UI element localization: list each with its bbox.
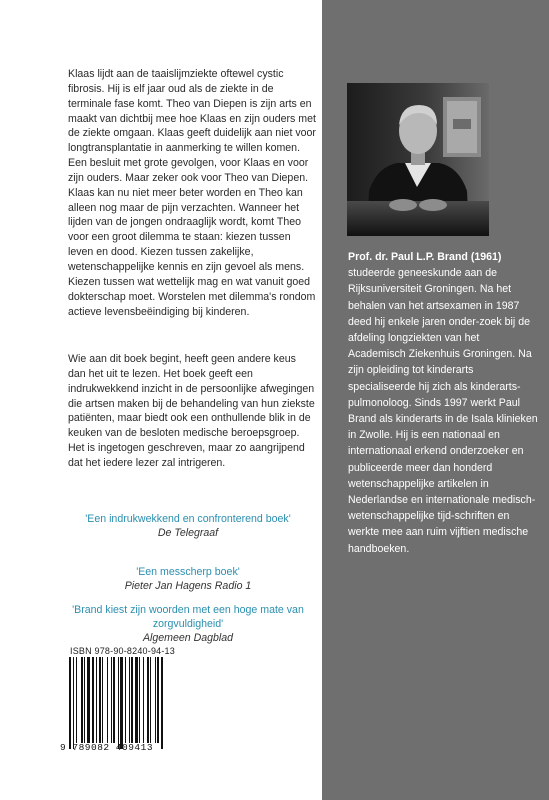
barcode-bar	[125, 657, 126, 743]
barcode-bar	[99, 657, 101, 743]
barcode-bar	[135, 657, 138, 743]
quote-source: Pieter Jan Hagens Radio 1	[124, 580, 252, 592]
barcode-bar	[155, 657, 156, 743]
barcode-bar	[73, 657, 74, 749]
author-bio-text: studeerde geneeskunde aan de Rijksuniversiteit Groningen. Na het behalen van het artsexamen in 1987 deed hij enkele jaren onder-zoek bij de afdeling longziekten van het Academisch Ziekenhuis Groningen. Na zijn opleiding tot kinderarts specialiseerde hij zich als kinderarts-pulmonoloog. Sinds 1997 werkt Paul Brand als kinderarts in de Isala klinieken in Zwolle. Hij is een nationaal en internationaal erkend onderzoeker en publiceerde meer dan honderd wetenschappelijke artikelen in Nederlandse en internationale medisch-wetenschappelijke tijd-schriften en werkte mee aan ruim vijftien medische handboeken.	[348, 267, 538, 555]
author-name: Prof. dr. Paul L.P. Brand (1961)	[348, 251, 502, 263]
isbn-label: ISBN 978-90-8240-94-13	[70, 646, 175, 656]
barcode-bar	[81, 657, 83, 743]
barcode-bar	[76, 657, 77, 743]
barcode-bar	[157, 657, 159, 743]
barcode-bar	[139, 657, 140, 743]
barcode-bar	[92, 657, 94, 743]
synopsis-paragraph-2: Wie aan dit boek begint, heeft geen andere keus dan het uit te lezen. Het boek geeft een indrukwekkend inzicht in de persoonlijke afwegingen die artsen maken bij de behandeling van hun ziekste patiënten, maar biedt ook een onthullende blik in de keuken van de besloten medische beroepsgroep. Het is ingetogen geschreven, maar zo aangrijpend dat het iedere lezer zal intrigeren.	[68, 353, 315, 469]
author-bio	[348, 249, 538, 557]
barcode	[60, 657, 165, 759]
barcode-bar	[131, 657, 133, 743]
quote-text: 'Een messcherp boek'	[136, 566, 240, 578]
review-quote-3	[64, 603, 312, 645]
barcode-bar	[84, 657, 85, 743]
barcode-bar	[107, 657, 108, 743]
barcode-bar	[120, 657, 123, 749]
review-quote-2	[64, 565, 312, 593]
barcode-bar	[118, 657, 119, 749]
barcode-bar	[69, 657, 71, 749]
barcode-bar	[96, 657, 97, 743]
quote-text: 'Brand kiest zijn woorden met een hoge mate van zorgvuldigheid'	[72, 604, 304, 630]
barcode-bar	[111, 657, 112, 743]
synopsis-paragraph-1: Klaas lijdt aan de taaislijmziekte oftewel cystic fibrosis. Hij is elf jaar oud als de ziekte in de terminale fase komt. Theo van Diepen is zijn arts en maakt van dichtbij mee hoe Klaas en zijn ouders met de ziekte omgaan. Klaas geeft duidelijk aan niet voor longtransplantatie in aanmerking te willen komen. Een besluit met grote gevolgen, voor Klaas en voor zijn ouders. Maar zeker ook voor Theo van Diepen. Klaas kan nu niet meer beter worden en Theo kan alleen nog maar de pijn verzachten. Wanneer het lijden van de jongen ondraaglijk wordt, komt Theo voor een groot dilemma te staan: kiezen tussen leven en dood. Kiezen tussen zakelijke, wetenschappelijke kennis en zijn gevoel als mens. Kiezen tussen wat wettelijk mag en wat vanuit goed dokterschap moet. Worstelen met dilemma's rondom actieve levensbeëindiging bij kinderen.	[68, 68, 316, 318]
barcode-bar	[102, 657, 103, 743]
barcode-bar	[87, 657, 90, 743]
barcode-bar	[129, 657, 130, 743]
barcode-bar	[150, 657, 151, 743]
quote-source: Algemeen Dagblad	[142, 632, 234, 644]
quote-text: 'Een indrukwekkend en confronterend boek'	[85, 513, 291, 525]
review-quote-1	[64, 512, 312, 540]
barcode-bar	[143, 657, 144, 743]
barcode-bar	[147, 657, 149, 743]
author-photo	[347, 83, 489, 236]
barcode-bar	[113, 657, 115, 743]
barcode-digits: 9 789082 409413	[60, 742, 154, 753]
barcode-bar	[161, 657, 163, 749]
quote-source: De Telegraaf	[157, 527, 219, 539]
barcode-bars	[69, 657, 165, 749]
